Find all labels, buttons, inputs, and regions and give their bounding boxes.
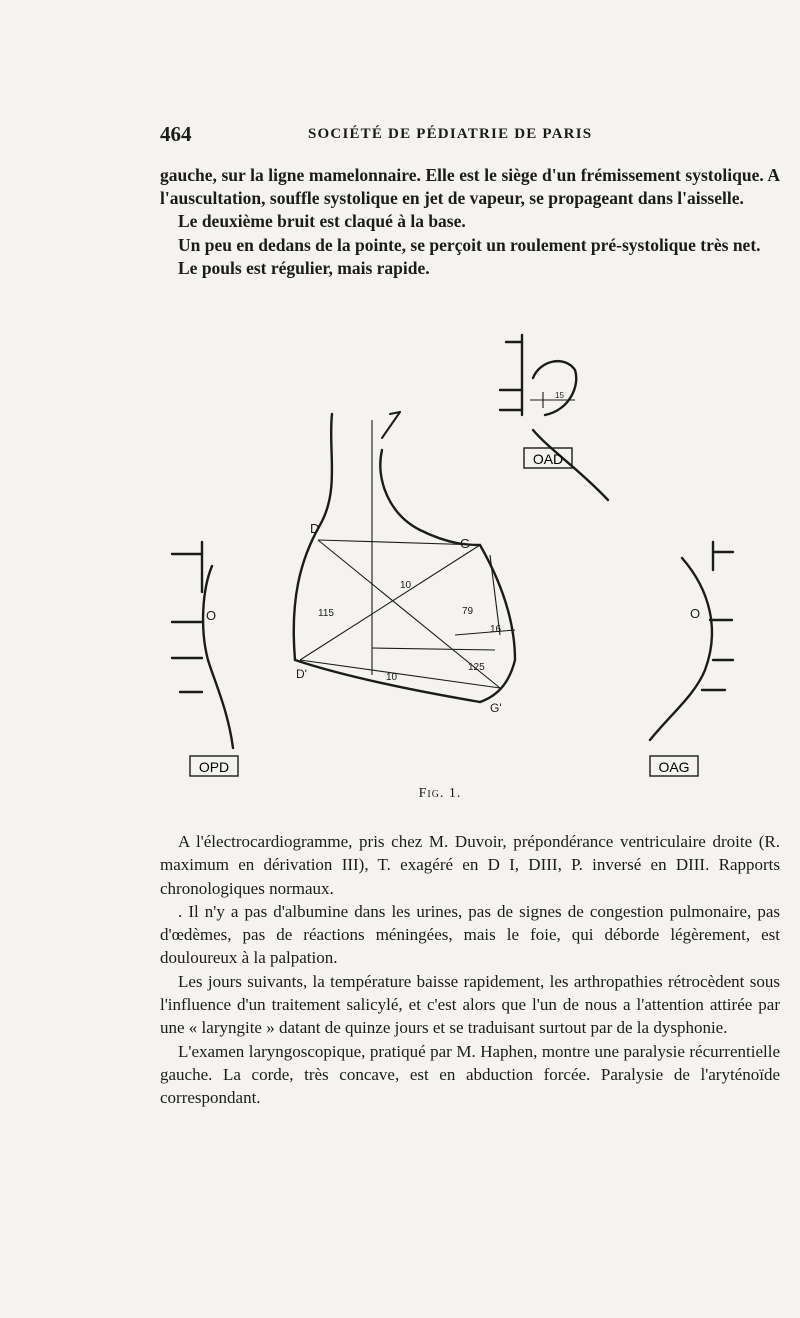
measurement-15: 15 [555, 391, 564, 400]
oag-curve [650, 558, 712, 740]
heart-left-border [380, 450, 515, 702]
oag-label-box [650, 756, 698, 776]
paragraph: L'examen laryngoscopique, pratiqué par M. Haphen, montre une paralysie récurrentielle gauche. La corde, très concave, est en abduction forcée. Paralysie de l'aryténoïde correspondant. [160, 1041, 780, 1108]
bottom-text-block [160, 830, 780, 1110]
measurement-115: 115 [318, 608, 334, 619]
paragraph: Le pouls est régulier, mais rapide. [178, 257, 430, 278]
oag-o-label: O [690, 606, 701, 621]
measurement-10-bottom: 10 [386, 672, 398, 683]
oad-label-box [524, 448, 572, 468]
measurement-125: 125 [468, 662, 485, 673]
measurement-79: 79 [462, 606, 474, 617]
running-head: SOCIÉTÉ DE PÉDIATRIE DE PARIS [308, 126, 593, 142]
paragraph: Le deuxième bruit est claqué à la base. [178, 211, 466, 232]
point-label-g-prime: G' [490, 701, 502, 715]
page-number: 464 [160, 122, 192, 146]
construction-line [300, 545, 480, 660]
oag-label: OAG [658, 759, 690, 775]
figure-labels [206, 391, 700, 715]
opd-curve [203, 566, 233, 748]
heart-right-border [294, 414, 332, 660]
opd-label-box [190, 756, 238, 776]
construction-line [455, 630, 515, 635]
point-label-d: D [310, 521, 320, 536]
paragraph: Un peu en dedans de la pointe, se perçoit un roulement pré-systolique très net. [178, 234, 761, 255]
figure-caption: Fig. 1. [418, 786, 462, 801]
page-header [160, 122, 780, 152]
construction-line [372, 648, 495, 650]
oad-bulge [533, 361, 576, 415]
point-label-d-prime: D' [296, 667, 307, 681]
opd-label: OPD [198, 759, 230, 775]
construction-line [490, 555, 500, 635]
measurement-16: 16 [490, 624, 502, 635]
paragraph: Les jours suivants, la température baisse rapidement, les arthropathies rétrocèdent sous l'influence d'un traitement salicylé, et c'est alors que l'un de nous a l'attention attirée par une « laryngite » datant de quinze jours et se traduisant surtout par de la dysphonie. [160, 971, 780, 1038]
measurement-10-center: 10 [400, 580, 412, 591]
paragraph: . Il n'y a pas d'albumine dans les urines, pas de signes de congestion pulmonaire, pas d'œdèmes, pas de réactions méningées, mais le foie, qui déborde légèrement, est douloureux à la palpation. [160, 901, 780, 968]
paragraph: gauche, sur la ligne mamelonnaire. Elle est le siège d'un frémissement systolique. A l'auscultation, souffle systolique en jet de vapeur, se propageant dans l'aisselle. [160, 165, 780, 209]
aortic-arrow [382, 412, 400, 438]
heart-silhouette-diagram [150, 330, 790, 810]
figure-1 [150, 330, 790, 810]
point-label-g: G [460, 536, 471, 551]
oad-label: OAD [532, 451, 564, 467]
top-text-block [160, 164, 780, 280]
opd-o-label: O [206, 608, 217, 623]
paragraph: A l'électrocardiogramme, pris chez M. Duvoir, prépondérance ventriculaire droite (R. maximum en dérivation III), T. exagéré en D I, DIII, P. inversé en DIII. Rapports chronologiques normaux. [160, 832, 780, 898]
